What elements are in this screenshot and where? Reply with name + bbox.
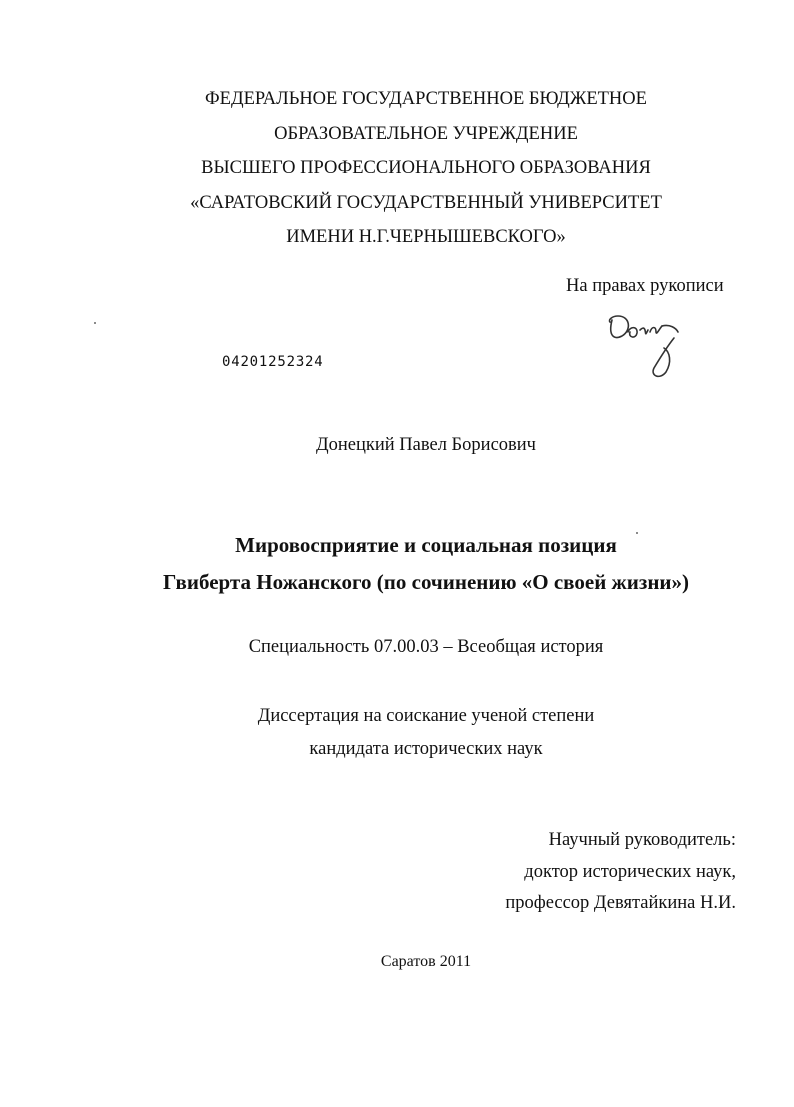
- rights-note: На правах рукописи: [566, 276, 724, 296]
- institution-line: ФЕДЕРАЛЬНОЕ ГОСУДАРСТВЕННОЕ БЮДЖЕТНОЕ: [205, 89, 647, 109]
- author-name: Донецкий Павел Борисович: [316, 435, 536, 455]
- title-line: Мировосприятие и социальная позиция: [235, 533, 617, 557]
- signature-icon: [604, 308, 694, 383]
- degree-line: кандидата исторических наук: [309, 739, 543, 759]
- institution-line: «САРАТОВСКИЙ ГОСУДАРСТВЕННЫЙ УНИВЕРСИТЕТ: [190, 192, 662, 213]
- scan-speck: [636, 532, 638, 534]
- dissertation-title: [0, 527, 794, 601]
- institution-line: ОБРАЗОВАТЕЛЬНОЕ УЧРЕЖДЕНИЕ: [274, 123, 578, 144]
- title-line: Гвиберта Ножанского (по сочинению «О своей жизни»): [162, 570, 690, 594]
- supervisor-line: профессор Девятайкина Н.И.: [505, 893, 736, 913]
- scan-speck: [94, 322, 96, 324]
- degree-statement: [0, 700, 794, 766]
- institution-line: ВЫСШЕГО ПРОФЕССИОНАЛЬНОГО ОБРАЗОВАНИЯ: [201, 158, 651, 178]
- supervisor-line: Научный руководитель:: [548, 830, 736, 850]
- place-and-year: Саратов 2011: [380, 953, 472, 970]
- supervisor-line: доктор исторических наук,: [524, 861, 736, 882]
- specialty: Специальность 07.00.03 – Всеобщая история: [248, 637, 604, 657]
- institution-line: ИМЕНИ Н.Г.ЧЕРНЫШЕВСКОГО»: [286, 227, 566, 247]
- supervisor-block: [505, 825, 736, 920]
- institution-header: [0, 82, 794, 255]
- document-code: 04201252324: [222, 354, 324, 370]
- degree-line: Диссертация на соискание ученой степени: [257, 706, 595, 726]
